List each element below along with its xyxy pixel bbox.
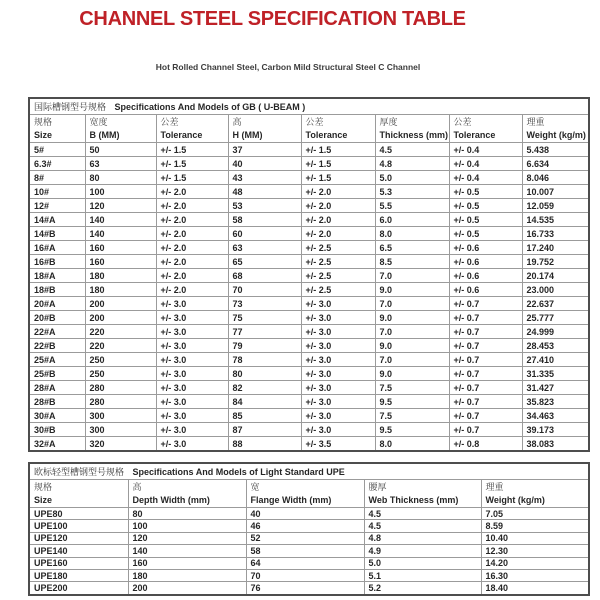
gb-section-title-en: Specifications And Models of GB ( U-BEAM ) xyxy=(114,102,306,112)
gb-column-header-zh: 公差 xyxy=(453,117,472,127)
gb-table-cell: +/- 2.5 xyxy=(301,241,375,255)
gb-column-header-zh: 高 xyxy=(232,117,242,127)
gb-table-cell: +/- 0.7 xyxy=(449,297,522,311)
gb-table-cell: 200 xyxy=(85,297,156,311)
upe-table-cell: 16.30 xyxy=(481,569,589,581)
gb-table-cell: 30#B xyxy=(29,423,85,437)
gb-table-cell: 18#B xyxy=(29,283,85,297)
gb-table-cell: 39.173 xyxy=(522,423,589,437)
gb-table-cell: 250 xyxy=(85,367,156,381)
gb-table-cell: +/- 0.4 xyxy=(449,157,522,171)
gb-table-cell: 5.0 xyxy=(375,171,449,185)
gb-table-cell: 7.5 xyxy=(375,381,449,395)
upe-table-cell: 14.20 xyxy=(481,557,589,569)
gb-table-cell: +/- 0.4 xyxy=(449,143,522,157)
gb-table-cell: 70 xyxy=(228,283,301,297)
gb-table-cell: 8.0 xyxy=(375,227,449,241)
upe-column-header-en: Weight (kg/m) xyxy=(485,495,545,505)
upe-table-cell: 40 xyxy=(246,508,364,520)
gb-table-cell: 8.046 xyxy=(522,171,589,185)
gb-table-cell: 120 xyxy=(85,199,156,213)
gb-table-cell: +/- 2.5 xyxy=(301,283,375,297)
upe-table-cell: 200 xyxy=(128,582,246,595)
gb-table-cell: +/- 0.5 xyxy=(449,213,522,227)
upe-section-header-row xyxy=(29,463,589,480)
upe-table-cell: 64 xyxy=(246,557,364,569)
gb-table-cell: 250 xyxy=(85,353,156,367)
gb-table-row xyxy=(29,297,589,311)
upe-table-row xyxy=(29,532,589,544)
gb-column-header-zh: 厚度 xyxy=(379,117,398,127)
gb-table-cell: +/- 1.5 xyxy=(301,157,375,171)
upe-column-header-en: Size xyxy=(34,495,53,505)
gb-table-cell: 28#B xyxy=(29,395,85,409)
gb-table-cell: +/- 0.7 xyxy=(449,311,522,325)
gb-table-cell: +/- 0.7 xyxy=(449,339,522,353)
gb-table-cell: 31.427 xyxy=(522,381,589,395)
gb-table-cell: 6.5 xyxy=(375,241,449,255)
gb-table-cell: 280 xyxy=(85,395,156,409)
gb-table-cell: +/- 2.0 xyxy=(156,185,228,199)
gb-table-cell: 20#B xyxy=(29,311,85,325)
gb-column-header xyxy=(29,115,85,143)
upe-table-row xyxy=(29,520,589,532)
gb-column-header-en: Tolerance xyxy=(160,130,203,140)
gb-table-cell: 22.637 xyxy=(522,297,589,311)
gb-table-row xyxy=(29,255,589,269)
gb-column-header-zh: 宽度 xyxy=(89,117,108,127)
upe-table-row xyxy=(29,557,589,569)
upe-table-cell: 7.05 xyxy=(481,508,589,520)
gb-table-cell: 27.410 xyxy=(522,353,589,367)
upe-table-row xyxy=(29,569,589,581)
gb-table-cell: +/- 2.5 xyxy=(301,269,375,283)
page-subtitle: Hot Rolled Channel Steel, Carbon Mild Structural Steel C Channel xyxy=(155,62,421,72)
gb-table-cell: 12.059 xyxy=(522,199,589,213)
gb-table-cell: 60 xyxy=(228,227,301,241)
gb-table-cell: 28#A xyxy=(29,381,85,395)
gb-table-cell: +/- 2.0 xyxy=(301,227,375,241)
gb-table-cell: 16.733 xyxy=(522,227,589,241)
gb-table-cell: 75 xyxy=(228,311,301,325)
gb-table-cell: 32#A xyxy=(29,437,85,452)
gb-table-cell: 7.0 xyxy=(375,269,449,283)
upe-table-cell: 76 xyxy=(246,582,364,595)
upe-table-cell: 4.9 xyxy=(364,545,481,557)
gb-table-row xyxy=(29,353,589,367)
gb-table-cell: +/- 3.0 xyxy=(156,409,228,423)
gb-table-cell: 9.0 xyxy=(375,283,449,297)
upe-section-header xyxy=(29,463,589,480)
upe-column-header xyxy=(246,480,364,508)
gb-table-cell: 22#B xyxy=(29,339,85,353)
gb-column-header-en: H (MM) xyxy=(232,130,263,140)
upe-table-row xyxy=(29,582,589,595)
gb-table-row xyxy=(29,199,589,213)
upe-table-body xyxy=(29,508,589,595)
gb-table-cell: 9.0 xyxy=(375,339,449,353)
gb-table-cell: +/- 0.7 xyxy=(449,381,522,395)
gb-table-row xyxy=(29,171,589,185)
gb-table-cell: 220 xyxy=(85,325,156,339)
gb-table-cell: 40 xyxy=(228,157,301,171)
page-title: CHANNEL STEEL SPECIFICATION TABLE xyxy=(79,8,466,30)
upe-table-cell: UPE140 xyxy=(29,545,128,557)
gb-table-cell: +/- 3.0 xyxy=(156,311,228,325)
gb-table-row xyxy=(29,339,589,353)
gb-table-row xyxy=(29,213,589,227)
gb-table-cell: 25.777 xyxy=(522,311,589,325)
upe-column-header-zh: 规格 xyxy=(34,482,53,492)
gb-table-cell: +/- 3.0 xyxy=(301,395,375,409)
gb-table-cell: 63 xyxy=(228,241,301,255)
gb-column-header-zh: 公差 xyxy=(305,117,324,127)
gb-column-header-zh: 公差 xyxy=(160,117,179,127)
upe-column-header-zh: 理重 xyxy=(485,482,504,492)
gb-table-cell: +/- 3.0 xyxy=(156,325,228,339)
gb-section-header xyxy=(29,98,589,115)
gb-table-cell: 10.007 xyxy=(522,185,589,199)
gb-table-cell: 14#B xyxy=(29,227,85,241)
gb-table-cell: +/- 3.0 xyxy=(301,353,375,367)
gb-table-cell: 100 xyxy=(85,185,156,199)
gb-table-cell: +/- 3.0 xyxy=(156,395,228,409)
gb-table-cell: 78 xyxy=(228,353,301,367)
gb-table-row xyxy=(29,143,589,157)
gb-table-cell: +/- 2.0 xyxy=(156,269,228,283)
upe-table-cell: 12.30 xyxy=(481,545,589,557)
gb-table-cell: 79 xyxy=(228,339,301,353)
upe-column-header-row xyxy=(29,480,589,508)
gb-table-cell: 18#A xyxy=(29,269,85,283)
gb-table-cell: +/- 1.5 xyxy=(301,171,375,185)
gb-table-cell: 300 xyxy=(85,409,156,423)
upe-table-cell: UPE160 xyxy=(29,557,128,569)
gb-table-cell: +/- 3.0 xyxy=(301,339,375,353)
upe-table-cell: 180 xyxy=(128,569,246,581)
gb-table-cell: 5.3 xyxy=(375,185,449,199)
gb-table-cell: 7.0 xyxy=(375,297,449,311)
upe-table-cell: UPE180 xyxy=(29,569,128,581)
gb-table-cell: 19.752 xyxy=(522,255,589,269)
gb-table-cell: 12# xyxy=(29,199,85,213)
gb-table-cell: +/- 0.6 xyxy=(449,269,522,283)
gb-table-cell: 17.240 xyxy=(522,241,589,255)
gb-table-cell: 31.335 xyxy=(522,367,589,381)
gb-column-header xyxy=(449,115,522,143)
upe-spec-table xyxy=(28,462,590,596)
gb-table-cell: 37 xyxy=(228,143,301,157)
gb-table-cell: 7.0 xyxy=(375,353,449,367)
gb-column-header xyxy=(156,115,228,143)
gb-table-cell: 180 xyxy=(85,269,156,283)
gb-table-cell: +/- 1.5 xyxy=(156,171,228,185)
gb-table-cell: +/- 2.0 xyxy=(156,283,228,297)
gb-section-title-zh: 国际槽钢型号规格 xyxy=(34,102,107,112)
gb-table-cell: +/- 2.0 xyxy=(156,227,228,241)
gb-table-cell: 80 xyxy=(228,367,301,381)
upe-column-header-zh: 高 xyxy=(132,482,142,492)
upe-table-cell: 160 xyxy=(128,557,246,569)
gb-table-cell: +/- 3.0 xyxy=(301,297,375,311)
gb-column-header-en: B (MM) xyxy=(89,130,120,140)
gb-table-cell: 8.0 xyxy=(375,437,449,452)
gb-table-cell: +/- 0.6 xyxy=(449,255,522,269)
gb-table-cell: +/- 3.0 xyxy=(301,325,375,339)
gb-table-row xyxy=(29,269,589,283)
gb-table-cell: +/- 3.0 xyxy=(156,437,228,452)
upe-table-cell: UPE80 xyxy=(29,508,128,520)
gb-table-cell: 63 xyxy=(85,157,156,171)
gb-table-cell: +/- 0.7 xyxy=(449,367,522,381)
gb-table-cell: +/- 1.5 xyxy=(156,157,228,171)
gb-table-cell: +/- 0.8 xyxy=(449,437,522,452)
upe-column-header xyxy=(29,480,128,508)
gb-table-cell: 7.0 xyxy=(375,325,449,339)
gb-table-cell: 82 xyxy=(228,381,301,395)
gb-table-cell: 9.5 xyxy=(375,395,449,409)
gb-table-cell: 14.535 xyxy=(522,213,589,227)
upe-table-cell: 100 xyxy=(128,520,246,532)
gb-table-cell: 48 xyxy=(228,185,301,199)
gb-table-cell: 43 xyxy=(228,171,301,185)
upe-column-header xyxy=(128,480,246,508)
gb-table-cell: 4.5 xyxy=(375,143,449,157)
gb-table-cell: 28.453 xyxy=(522,339,589,353)
upe-table-cell: 58 xyxy=(246,545,364,557)
gb-table-cell: +/- 3.0 xyxy=(301,311,375,325)
upe-table-cell: 10.40 xyxy=(481,532,589,544)
upe-column-header xyxy=(364,480,481,508)
upe-table-cell: UPE120 xyxy=(29,532,128,544)
gb-table-cell: 8.5 xyxy=(375,255,449,269)
gb-table-cell: 280 xyxy=(85,381,156,395)
gb-column-header xyxy=(522,115,589,143)
gb-table-cell: 58 xyxy=(228,213,301,227)
gb-table-cell: 14#A xyxy=(29,213,85,227)
gb-table-row xyxy=(29,241,589,255)
gb-column-header-en: Size xyxy=(34,130,53,140)
gb-table-cell: +/- 1.5 xyxy=(301,143,375,157)
upe-table-row xyxy=(29,508,589,520)
gb-table-cell: 20.174 xyxy=(522,269,589,283)
gb-column-header-en: Tolerance xyxy=(305,130,348,140)
gb-table-cell: 10# xyxy=(29,185,85,199)
upe-table-cell: 4.5 xyxy=(364,520,481,532)
upe-table-cell: 4.5 xyxy=(364,508,481,520)
upe-table-cell: UPE200 xyxy=(29,582,128,595)
gb-section-header-row xyxy=(29,98,589,115)
gb-column-header-en: Tolerance xyxy=(453,130,496,140)
gb-table-cell: +/- 2.0 xyxy=(156,199,228,213)
upe-table-cell: 4.8 xyxy=(364,532,481,544)
gb-table-cell: 6.0 xyxy=(375,213,449,227)
gb-table-cell: +/- 3.5 xyxy=(301,437,375,452)
gb-table-cell: +/- 0.6 xyxy=(449,241,522,255)
gb-table-cell: 85 xyxy=(228,409,301,423)
upe-table-cell: 46 xyxy=(246,520,364,532)
gb-table-cell: 53 xyxy=(228,199,301,213)
gb-column-header xyxy=(85,115,156,143)
upe-table-cell: 140 xyxy=(128,545,246,557)
upe-column-header-en: Web Thickness (mm) xyxy=(368,495,459,505)
gb-table-cell: 140 xyxy=(85,227,156,241)
upe-table-cell: 8.59 xyxy=(481,520,589,532)
gb-table-cell: +/- 3.0 xyxy=(156,339,228,353)
gb-table-cell: +/- 0.5 xyxy=(449,227,522,241)
gb-table-cell: +/- 0.7 xyxy=(449,325,522,339)
gb-table-cell: 4.8 xyxy=(375,157,449,171)
gb-table-cell: 8# xyxy=(29,171,85,185)
gb-table-cell: +/- 2.0 xyxy=(156,213,228,227)
upe-column-header-zh: 宽 xyxy=(250,482,260,492)
gb-table-cell: 6.634 xyxy=(522,157,589,171)
gb-table-cell: +/- 3.0 xyxy=(156,423,228,437)
gb-table-cell: 80 xyxy=(85,171,156,185)
gb-table-cell: +/- 3.0 xyxy=(156,297,228,311)
gb-table-cell: 30#A xyxy=(29,409,85,423)
gb-table-cell: 300 xyxy=(85,423,156,437)
upe-section-title-en: Specifications And Models of Light Standard UPE xyxy=(132,467,345,477)
gb-table-cell: +/- 2.0 xyxy=(156,241,228,255)
gb-table-cell: 160 xyxy=(85,255,156,269)
gb-table-cell: 320 xyxy=(85,437,156,452)
gb-table-cell: +/- 3.0 xyxy=(156,353,228,367)
gb-table-cell: +/- 3.0 xyxy=(301,381,375,395)
gb-table-cell: +/- 2.5 xyxy=(301,255,375,269)
gb-table-cell: 50 xyxy=(85,143,156,157)
gb-column-header-en: Weight (kg/m) xyxy=(526,130,586,140)
gb-table-cell: 84 xyxy=(228,395,301,409)
gb-table-row xyxy=(29,423,589,437)
upe-table-cell: 70 xyxy=(246,569,364,581)
upe-table-cell: 5.2 xyxy=(364,582,481,595)
gb-table-cell: 220 xyxy=(85,339,156,353)
gb-table-cell: 200 xyxy=(85,311,156,325)
gb-column-header-zh: 规格 xyxy=(34,117,53,127)
gb-table-cell: +/- 0.7 xyxy=(449,395,522,409)
gb-table-cell: +/- 3.0 xyxy=(301,367,375,381)
gb-spec-table xyxy=(28,97,590,452)
upe-column-header-en: Flange Width (mm) xyxy=(250,495,332,505)
gb-table-row xyxy=(29,311,589,325)
upe-table-cell: 5.1 xyxy=(364,569,481,581)
gb-table-cell: +/- 0.5 xyxy=(449,199,522,213)
gb-column-header-en: Thickness (mm) xyxy=(379,130,449,140)
gb-table-cell: 22#A xyxy=(29,325,85,339)
gb-table-cell: 35.823 xyxy=(522,395,589,409)
gb-table-cell: 6.3# xyxy=(29,157,85,171)
gb-table-row xyxy=(29,381,589,395)
gb-table-cell: 73 xyxy=(228,297,301,311)
gb-table-cell: 77 xyxy=(228,325,301,339)
gb-column-header-row xyxy=(29,115,589,143)
gb-table-cell: 87 xyxy=(228,423,301,437)
gb-table-row xyxy=(29,367,589,381)
upe-column-header xyxy=(481,480,589,508)
gb-table-row xyxy=(29,325,589,339)
gb-table-cell: +/- 3.0 xyxy=(301,409,375,423)
gb-table-cell: 7.5 xyxy=(375,409,449,423)
gb-table-cell: 16#A xyxy=(29,241,85,255)
gb-table-cell: 65 xyxy=(228,255,301,269)
gb-table-cell: 9.0 xyxy=(375,311,449,325)
gb-table-cell: +/- 2.0 xyxy=(301,213,375,227)
gb-table-cell: +/- 3.0 xyxy=(156,367,228,381)
gb-table-cell: 25#B xyxy=(29,367,85,381)
gb-table-cell: +/- 3.0 xyxy=(156,381,228,395)
gb-table-row xyxy=(29,185,589,199)
gb-table-cell: +/- 1.5 xyxy=(156,143,228,157)
gb-table-body xyxy=(29,143,589,452)
gb-column-header xyxy=(375,115,449,143)
gb-table-cell: +/- 3.0 xyxy=(301,423,375,437)
gb-table-cell: 180 xyxy=(85,283,156,297)
gb-table-row xyxy=(29,437,589,452)
upe-table-cell: 18.40 xyxy=(481,582,589,595)
gb-table-row xyxy=(29,227,589,241)
gb-table-cell: 88 xyxy=(228,437,301,452)
gb-table-cell: 9.5 xyxy=(375,423,449,437)
upe-column-header-zh: 腰厚 xyxy=(368,482,387,492)
gb-table-cell: 5.5 xyxy=(375,199,449,213)
upe-table-cell: 52 xyxy=(246,532,364,544)
gb-table-cell: +/- 0.4 xyxy=(449,171,522,185)
gb-table-cell: +/- 2.0 xyxy=(301,185,375,199)
gb-table-cell: 140 xyxy=(85,213,156,227)
upe-table-cell: 5.0 xyxy=(364,557,481,569)
gb-column-header xyxy=(301,115,375,143)
gb-table-cell: 34.463 xyxy=(522,409,589,423)
upe-section-title-zh: 欧标轻型槽钢型号规格 xyxy=(34,467,125,477)
gb-table-cell: +/- 0.7 xyxy=(449,353,522,367)
gb-column-header xyxy=(228,115,301,143)
gb-table-cell: 5# xyxy=(29,143,85,157)
gb-table-row xyxy=(29,395,589,409)
gb-table-cell: 160 xyxy=(85,241,156,255)
gb-table-cell: 16#B xyxy=(29,255,85,269)
upe-column-header-en: Depth Width (mm) xyxy=(132,495,210,505)
gb-table-cell: +/- 0.6 xyxy=(449,283,522,297)
gb-table-cell: +/- 0.7 xyxy=(449,409,522,423)
gb-table-cell: +/- 0.5 xyxy=(449,185,522,199)
gb-table-cell: 24.999 xyxy=(522,325,589,339)
gb-table-row xyxy=(29,409,589,423)
upe-table-cell: 80 xyxy=(128,508,246,520)
upe-table-cell: 120 xyxy=(128,532,246,544)
gb-table-cell: 38.083 xyxy=(522,437,589,452)
upe-table-row xyxy=(29,545,589,557)
gb-column-header-zh: 理重 xyxy=(526,117,545,127)
gb-table-cell: 20#A xyxy=(29,297,85,311)
gb-table-cell: 9.0 xyxy=(375,367,449,381)
gb-table-row xyxy=(29,283,589,297)
gb-table-cell: 68 xyxy=(228,269,301,283)
gb-table-cell: +/- 0.7 xyxy=(449,423,522,437)
gb-table-cell: +/- 2.0 xyxy=(301,199,375,213)
gb-table-row xyxy=(29,157,589,171)
gb-table-cell: 23.000 xyxy=(522,283,589,297)
gb-table-cell: +/- 2.0 xyxy=(156,255,228,269)
upe-table-cell: UPE100 xyxy=(29,520,128,532)
gb-table-cell: 25#A xyxy=(29,353,85,367)
gb-table-cell: 5.438 xyxy=(522,143,589,157)
